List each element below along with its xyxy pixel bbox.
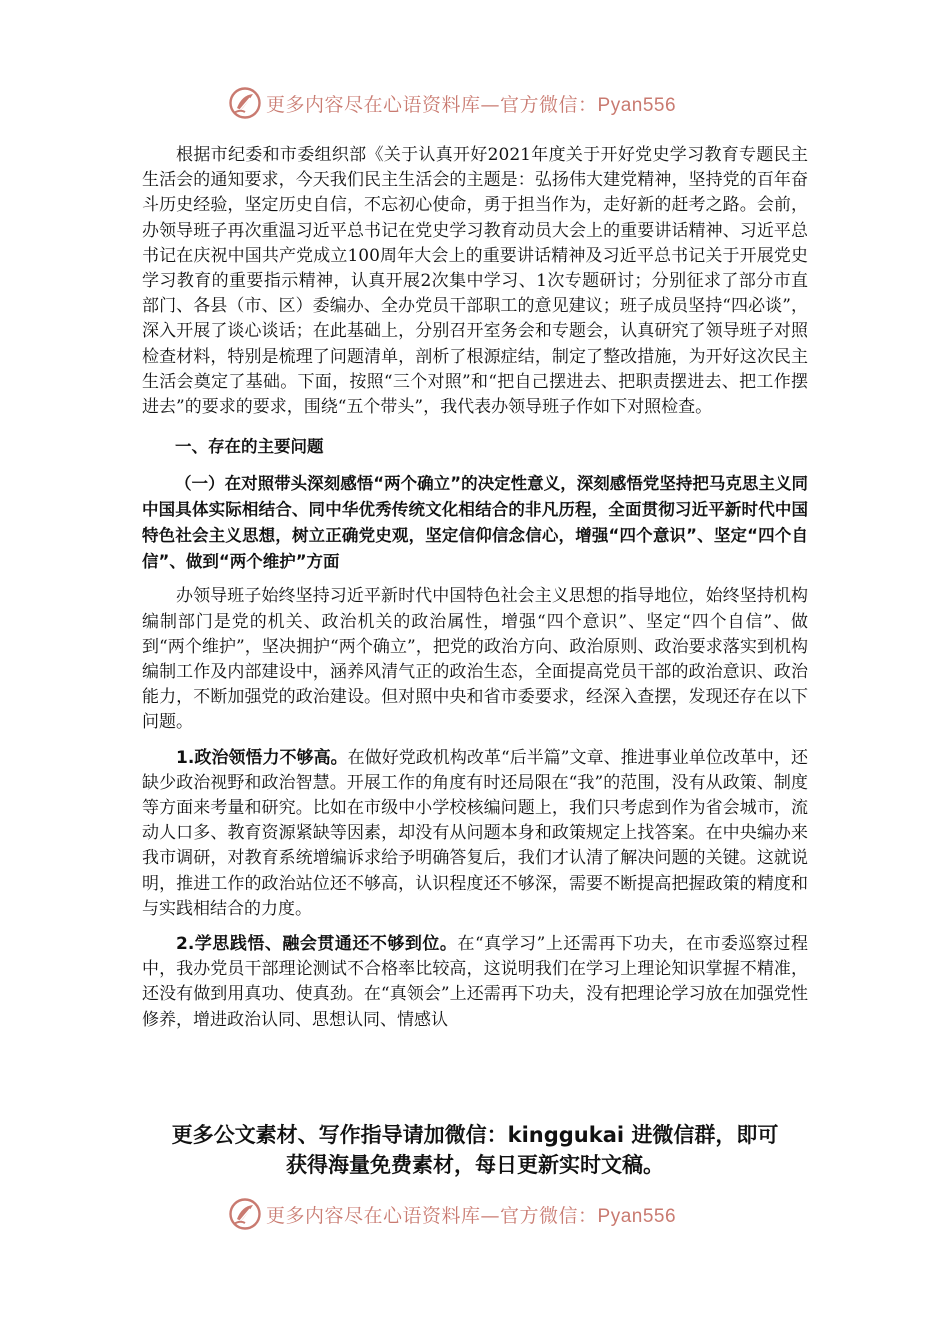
intro-paragraph: 根据市纪委和市委组织部《关于认真开好2021年度关于开好党史学习教育专题民主生活会的通知要求，今天我们民主生活会的主题是：弘扬伟大建党精神，坚持党的百年奋斗历史经验，坚定历史自信，不忘初心使命，勇于担当作为，走好新的赶考之路。会前，办领导班子再次重温习近平总书记在党史学习教育动员大会上的重要讲话精神、习近平总书记在庆祝中国共产党成立100周年大会上的重要讲话精神及习近平总书记关于开展党史学习教育的重要指示精神，认真开展2次集中学习、1次专题研讨；分别征求了部分市直部门、各县（市、区）委编办、全办党员干部职工的意见建议；班子成员坚持“四必谈”，深入开展了谈心谈话；在此基础上，分别召开室务会和专题会，认真研究了领导班子对照检查材料，特别是梳理了问题清单，剖析了根源症结，制定了整改措施，为开好这次民主生活会奠定了基础。下面，按照“三个对照”和“把自己摆进去、把职责摆进去、把工作摆进去”的要求的要求，围绕“五个带头”，我代表办领导班子作如下对照检查。: [142, 145, 808, 418]
problem-item-1-lead: 1.政治领悟力不够高。: [176, 747, 348, 768]
subsection-paragraph: 办领导班子始终坚持习近平新时代中国特色社会主义思想的指导地位，始终坚持机构编制部门是党的机关、政治机关的政治属性，增强“四个意识”、坚定“四个自信”、做到“两个维护”，坚决拥护“两个确立”，把党的政治方向、政治原则、政治要求落实到机构编制工作及内部建设中，涵养风清气正的政治生态，全面提高党员干部的政治意识、政治能力，不断加强党的政治建设。但对照中央和省市委要求，经深入查摆，发现还存在以下问题。: [142, 586, 808, 733]
promo-notice: [100, 1120, 850, 1180]
banner-text: 更多内容尽在心语资料库—官方微信：Pyan556: [266, 1204, 677, 1227]
problem-item-1-body: 在做好党政机构改革“后半篇”文章、推进事业单位改革中，还缺少政治视野和政治智慧。开展工作的角度有时还局限在“我”的范围，没有从政策、制度等方面来考量和研究。比如在市级中小学校核编问题上，我们只考虑到作为省会城市，流动人口多、教育资源紧缺等因素，却没有从问题本身和政策规定上找答案。在中央编办来我市调研，对教育系统增编诉求给予明确答复后，我们才认清了解决问题的关键。这就说明，推进工作的政治站位还不够高，认识程度还不够深，需要不断提高把握政策的精度和与实践相结合的力度。: [142, 747, 808, 919]
logo-icon: [228, 86, 262, 120]
watermark-banner-bottom: [228, 1197, 748, 1231]
section-heading: 一、存在的主要问题: [175, 437, 324, 457]
promo-notice-line-2: 获得海量免费素材，每日更新实时文稿。: [286, 1153, 664, 1177]
problem-item-2-lead: 2.学思践悟、融会贯通还不够到位。: [176, 934, 458, 955]
document-body: [142, 143, 808, 1033]
subsection-heading: （一）在对照带头深刻感悟“两个确立”的决定性意义，深刻感悟党坚持把马克思主义同中国具体实际相结合、同中华优秀传统文化相结合的非凡历程，全面贯彻习近平新时代中国特色社会主义思想，树立正确党史观，坚定信仰信念信心，增强“四个意识”、坚定“四个自信”、做到“两个维护”方面: [142, 474, 808, 571]
problem-item-1: [142, 746, 808, 922]
logo-icon: [228, 1197, 262, 1231]
promo-notice-line-1: 更多公文素材、写作指导请加微信：kinggukai 进微信群，即可: [171, 1123, 779, 1147]
watermark-banner-top: [228, 86, 748, 120]
problem-item-2-body: 在“真学习”上还需再下功夫，在市委巡察过程中，我办党员干部理论测试不合格率比较高，这说明我们在学习上理论知识掌握不精准，还没有做到用真功、使真劲。在“真领会”上还需再下功夫，没有把理论学习放在加强党性修养，增进政治认同、思想认同、情感认: [142, 934, 808, 1030]
banner-text: 更多内容尽在心语资料库—官方微信：Pyan556: [266, 93, 677, 116]
problem-item-2: [142, 932, 808, 1033]
